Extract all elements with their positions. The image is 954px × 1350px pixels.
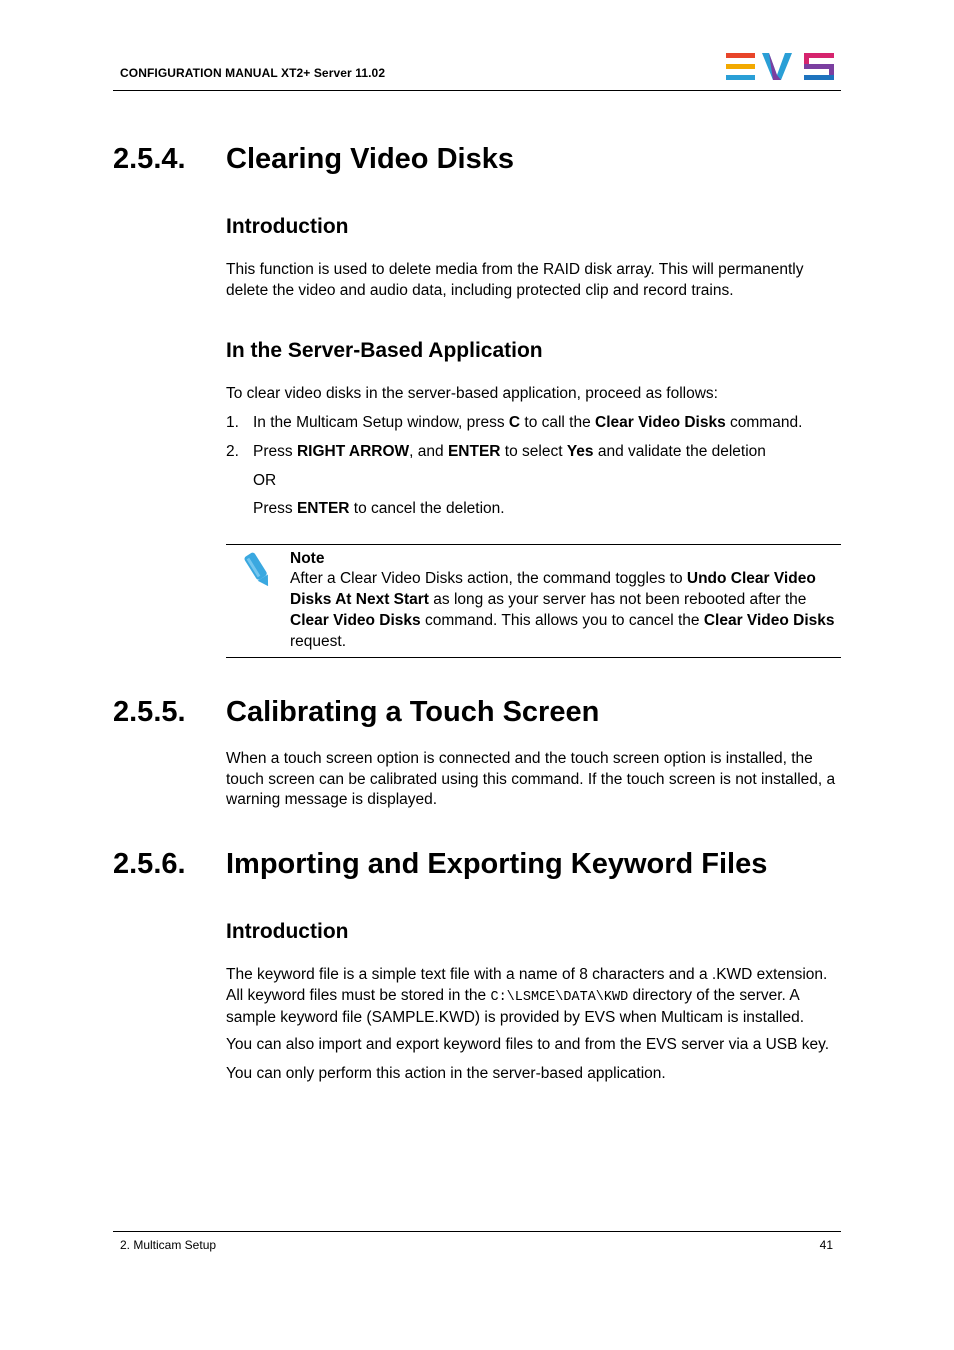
step-number: 2.: [226, 443, 239, 460]
procedure-intro: To clear video disks in the server-based application, proceed as follows:: [226, 385, 718, 402]
step-number: 1.: [226, 414, 239, 431]
section-title: Clearing Video Disks: [226, 143, 514, 175]
subheading-server-based-application: In the Server-Based Application: [226, 339, 543, 362]
intro-paragraph: This function is used to delete media from the RAID disk array. This will permanently delete the video and audio data, including protected clip and record trains.: [226, 261, 804, 299]
step-2-text: Press RIGHT ARROW, and ENTER to select Yes and validate the deletion: [253, 443, 766, 460]
touch-screen-paragraph: When a touch screen option is connected and the touch screen option is installed, the touch screen can be calibrated using this command. If the touch screen is not installed, a warning message is displayed.: [226, 750, 836, 808]
running-header-title: CONFIGURATION MANUAL XT2+ Server 11.02: [120, 66, 386, 80]
step-2-or: OR: [253, 472, 277, 489]
step-1-text: In the Multicam Setup window, press C to call the Clear Video Disks command.: [253, 414, 803, 431]
step-2-alternative: Press ENTER to cancel the deletion.: [253, 500, 505, 517]
note-title: Note: [290, 550, 325, 567]
section-title: Importing and Exporting Keyword Files: [226, 848, 768, 880]
server-based-paragraph: You can only perform this action in the server-based application.: [226, 1065, 666, 1082]
section-title: Calibrating a Touch Screen: [226, 696, 600, 728]
evs-logo: [724, 51, 836, 83]
note-top-rule: [226, 544, 841, 545]
keyword-file-paragraph: The keyword file is a simple text file with a name of 8 characters and a .KWD extension. All keyword files must be stored in the C:\LSMCE\DATA\KWD directory of the server. A sample keyword file (SAMPLE.KWD) is provided by EVS when Multicam is installed.: [226, 966, 828, 1026]
directory-path: C:\LSMCE\DATA\KWD: [490, 989, 629, 1005]
note-bottom-rule: [226, 657, 841, 658]
pencil-note-icon: [240, 549, 276, 591]
note-text: After a Clear Video Disks action, the command toggles to Undo Clear Video Disks At Next Start as long as your server has not been rebooted after the Clear Video Disks command. This allows you to cancel the Clear Video Disks request.: [290, 570, 835, 650]
section-number: 2.5.6.: [113, 848, 186, 880]
header-rule: [113, 90, 841, 91]
subheading-introduction: Introduction: [226, 215, 349, 238]
section-number: 2.5.4.: [113, 143, 186, 175]
page-number: 41: [819, 1238, 833, 1252]
footer-rule: [113, 1231, 841, 1232]
section-number: 2.5.5.: [113, 696, 186, 728]
usb-paragraph: You can also import and export keyword files to and from the EVS server via a USB key.: [226, 1036, 830, 1053]
footer-chapter: 2. Multicam Setup: [120, 1238, 217, 1252]
subheading-introduction: Introduction: [226, 920, 349, 943]
